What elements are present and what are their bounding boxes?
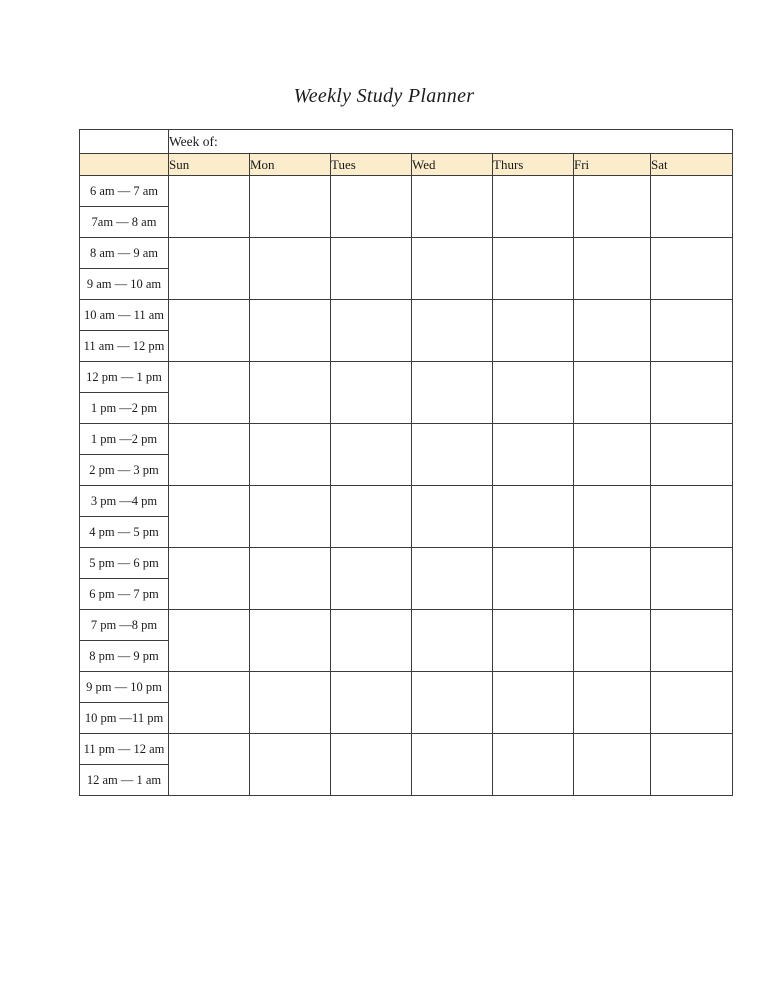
planner-slot-cell[interactable]: [169, 424, 250, 486]
planner-slot-cell[interactable]: [574, 424, 651, 486]
planner-slot-cell[interactable]: [169, 300, 250, 362]
planner-slot-cell[interactable]: [574, 548, 651, 610]
planner-slot-cell[interactable]: [651, 486, 733, 548]
planner-slot-cell[interactable]: [493, 548, 574, 610]
planner-slot-cell[interactable]: [412, 734, 493, 796]
time-label-cell: 9 pm — 10 pm: [80, 672, 169, 703]
planner-slot-cell[interactable]: [331, 176, 412, 238]
planner-slot-cell[interactable]: [412, 610, 493, 672]
planner-slot-cell[interactable]: [574, 672, 651, 734]
time-label-cell: 1 pm —2 pm: [80, 393, 169, 424]
planner-slot-cell[interactable]: [651, 548, 733, 610]
planner-slot-cell[interactable]: [250, 300, 331, 362]
time-label-cell: 11 am — 12 pm: [80, 331, 169, 362]
planner-slot-cell[interactable]: [651, 672, 733, 734]
planner-slot-cell[interactable]: [250, 734, 331, 796]
planner-slot-cell[interactable]: [493, 672, 574, 734]
planner-slot-cell[interactable]: [250, 610, 331, 672]
page-title: Weekly Study Planner: [293, 85, 475, 107]
time-label-cell: 5 pm — 6 pm: [80, 548, 169, 579]
time-label-cell: 6 pm — 7 pm: [80, 579, 169, 610]
planner-slot-cell[interactable]: [651, 424, 733, 486]
planner-slot-cell[interactable]: [250, 672, 331, 734]
day-header-sat: Sat: [651, 154, 733, 176]
planner-time-row: [80, 238, 733, 269]
planner-slot-cell[interactable]: [412, 672, 493, 734]
planner-slot-cell[interactable]: [412, 424, 493, 486]
planner-slot-cell[interactable]: [169, 734, 250, 796]
planner-slot-cell[interactable]: [250, 362, 331, 424]
planner-slot-cell[interactable]: [250, 486, 331, 548]
time-label-cell: 12 pm — 1 pm: [80, 362, 169, 393]
planner-time-row: [80, 176, 733, 207]
day-header-sun: Sun: [169, 154, 250, 176]
planner-slot-cell[interactable]: [412, 362, 493, 424]
planner-slot-cell[interactable]: [169, 362, 250, 424]
planner-slot-cell[interactable]: [574, 300, 651, 362]
planner-slot-cell[interactable]: [331, 734, 412, 796]
planner-slot-cell[interactable]: [250, 424, 331, 486]
planner-slot-cell[interactable]: [651, 300, 733, 362]
planner-slot-cell[interactable]: [493, 176, 574, 238]
planner-slot-cell[interactable]: [169, 548, 250, 610]
time-label-cell: 7 pm —8 pm: [80, 610, 169, 641]
corner-cell: [80, 130, 169, 154]
time-label-cell: 11 pm — 12 am: [80, 734, 169, 765]
planner-slot-cell[interactable]: [331, 486, 412, 548]
day-header-tues: Tues: [331, 154, 412, 176]
planner-slot-cell[interactable]: [493, 734, 574, 796]
planner-slot-cell[interactable]: [331, 424, 412, 486]
planner-slot-cell[interactable]: [493, 238, 574, 300]
planner-slot-cell[interactable]: [169, 486, 250, 548]
planner-slot-cell[interactable]: [250, 238, 331, 300]
planner-slot-cell[interactable]: [331, 362, 412, 424]
time-label-cell: 1 pm —2 pm: [80, 424, 169, 455]
planner-slot-cell[interactable]: [493, 362, 574, 424]
day-header-wed: Wed: [412, 154, 493, 176]
planner-slot-cell[interactable]: [574, 610, 651, 672]
planner-slot-cell[interactable]: [574, 362, 651, 424]
planner-slot-cell[interactable]: [493, 486, 574, 548]
planner-time-row: [80, 548, 733, 579]
day-header-mon: Mon: [250, 154, 331, 176]
day-header-row: [80, 154, 733, 176]
planner-slot-cell[interactable]: [574, 238, 651, 300]
planner-slot-cell[interactable]: [412, 486, 493, 548]
time-label-cell: 3 pm —4 pm: [80, 486, 169, 517]
planner-slot-cell[interactable]: [651, 176, 733, 238]
planner-slot-cell[interactable]: [651, 734, 733, 796]
planner-slot-cell[interactable]: [412, 300, 493, 362]
planner-slot-cell[interactable]: [331, 548, 412, 610]
planner-slot-cell[interactable]: [331, 238, 412, 300]
planner-slot-cell[interactable]: [169, 672, 250, 734]
planner-slot-cell[interactable]: [412, 548, 493, 610]
planner-slot-cell[interactable]: [169, 238, 250, 300]
planner-time-row: [80, 672, 733, 703]
planner-table-body: [80, 130, 733, 796]
planner-slot-cell[interactable]: [412, 238, 493, 300]
day-header-fri: Fri: [574, 154, 651, 176]
planner-slot-cell[interactable]: [250, 176, 331, 238]
planner-time-row: [80, 424, 733, 455]
planner-time-row: [80, 362, 733, 393]
planner-time-row: [80, 300, 733, 331]
planner-time-row: [80, 486, 733, 517]
planner-slot-cell[interactable]: [651, 610, 733, 672]
time-label-cell: 2 pm — 3 pm: [80, 455, 169, 486]
time-label-cell: 10 am — 11 am: [80, 300, 169, 331]
planner-slot-cell[interactable]: [574, 486, 651, 548]
planner-slot-cell[interactable]: [493, 610, 574, 672]
time-label-cell: 7am — 8 am: [80, 207, 169, 238]
planner-slot-cell[interactable]: [250, 548, 331, 610]
time-label-cell: 8 am — 9 am: [80, 238, 169, 269]
day-header-blank-cell: [80, 154, 169, 176]
week-of-row: [80, 130, 733, 154]
time-label-cell: 8 pm — 9 pm: [80, 641, 169, 672]
planner-slot-cell[interactable]: [331, 300, 412, 362]
planner-slot-cell[interactable]: [651, 238, 733, 300]
planner-slot-cell[interactable]: [169, 610, 250, 672]
time-label-cell: 4 pm — 5 pm: [80, 517, 169, 548]
planner-slot-cell[interactable]: [651, 362, 733, 424]
planner-time-row: [80, 734, 733, 765]
time-label-cell: 12 am — 1 am: [80, 765, 169, 796]
time-label-cell: 6 am — 7 am: [80, 176, 169, 207]
planner-time-row: [80, 610, 733, 641]
time-label-cell: 10 pm —11 pm: [80, 703, 169, 734]
time-label-cell: 9 am — 10 am: [80, 269, 169, 300]
planner-slot-cell[interactable]: [331, 672, 412, 734]
planner-slot-cell[interactable]: [574, 734, 651, 796]
day-header-thurs: Thurs: [493, 154, 574, 176]
planner-slot-cell[interactable]: [574, 176, 651, 238]
planner-slot-cell[interactable]: [412, 176, 493, 238]
weekly-planner-table: [79, 129, 733, 796]
planner-slot-cell[interactable]: [169, 176, 250, 238]
planner-table-container: [79, 129, 725, 796]
planner-slot-cell[interactable]: [493, 300, 574, 362]
planner-slot-cell[interactable]: [493, 424, 574, 486]
week-of-field[interactable]: Week of:: [169, 130, 733, 154]
planner-slot-cell[interactable]: [331, 610, 412, 672]
